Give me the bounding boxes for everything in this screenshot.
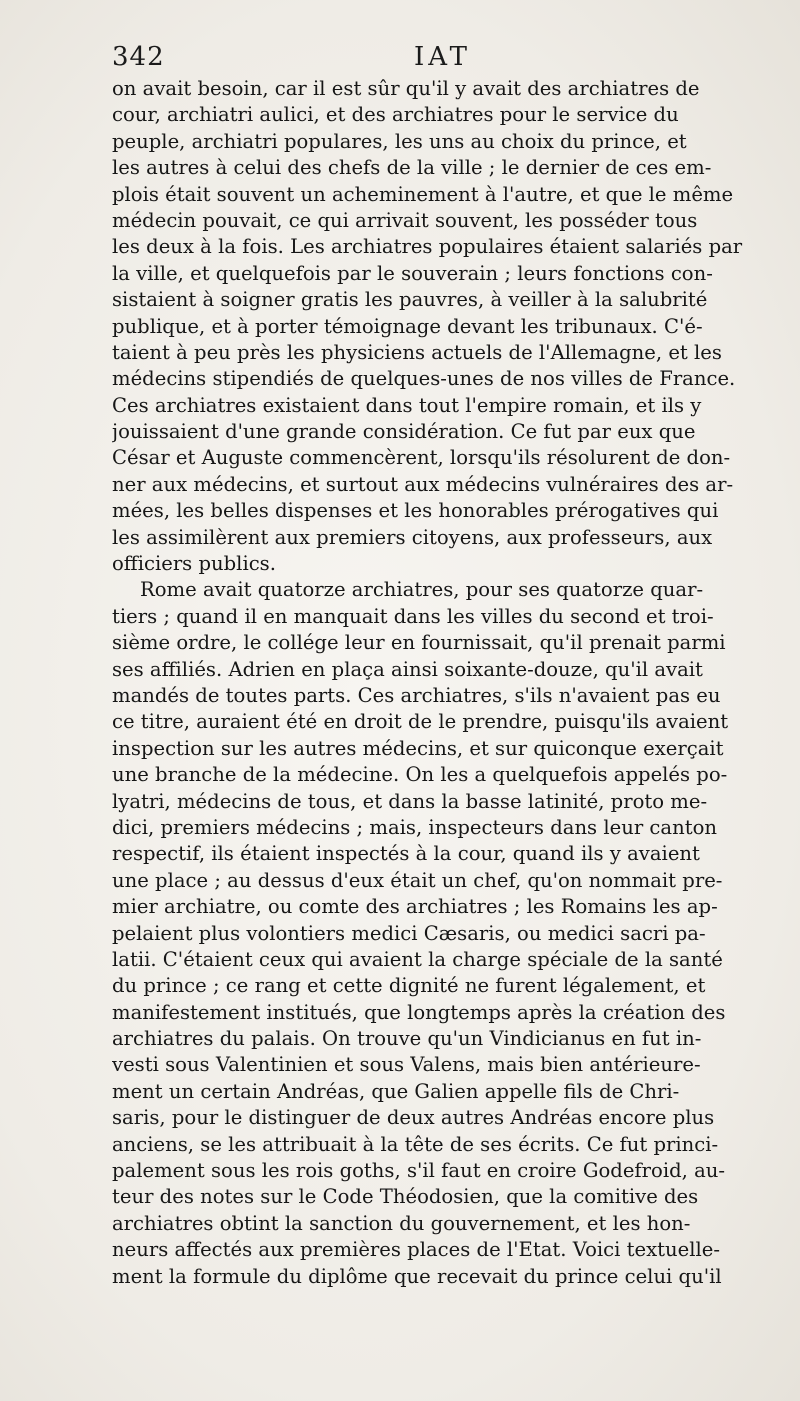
text-line: vesti sous Valentinien et sous Valens, mais bien antérieure-: [112, 1053, 701, 1077]
text-line: Ces archiatres existaient dans tout l'empire romain, et ils y: [112, 393, 702, 417]
paragraph-start-line: Rome avait quatorze archiatres, pour ses quatorze quar-: [140, 578, 704, 602]
text-line: médecin pouvait, ce qui arrivait souvent, les posséder tous: [112, 208, 698, 232]
text-line: plois était souvent un acheminement à l'autre, et que le même: [112, 182, 734, 206]
page-number: 342: [112, 42, 165, 72]
text-line: les assimilèrent aux premiers citoyens, aux professeurs, aux: [112, 525, 713, 549]
text-line: les deux à la fois. Les archiatres populaires étaient salariés par: [112, 235, 743, 259]
text-line: tiers ; quand il en manquait dans les villes du second et troi-: [112, 604, 714, 628]
text-line: sistaient à soigner gratis les pauvres, à veiller à la salubrité: [112, 288, 708, 312]
text-line: ment la formule du diplôme que recevait du prince celui qu'il: [112, 1264, 722, 1288]
text-line: dici, premiers médecins ; mais, inspecteurs dans leur canton: [112, 815, 717, 839]
text-line: archiatres du palais. On trouve qu'un Vindicianus en fut in-: [112, 1027, 702, 1051]
text-line: anciens, se les attribuait à la tête de ses écrits. Ce fut princi-: [112, 1132, 719, 1156]
text-line: médecins stipendiés de quelques-unes de nos villes de France.: [112, 367, 736, 391]
text-line: taient à peu près les physiciens actuels de l'Allemagne, et les: [112, 340, 722, 364]
text-line: on avait besoin, car il est sûr qu'il y avait des archiatres de: [112, 77, 700, 100]
text-line: neurs affectés aux premières places de l'Etat. Voici textuelle-: [112, 1238, 720, 1262]
text-line: du prince ; ce rang et cette dignité ne furent légalement, et: [112, 974, 706, 998]
text-line: latii. C'étaient ceux qui avaient la charge spéciale de la santé: [112, 947, 723, 971]
text-line: la ville, et quelquefois par le souverain ; leurs fonctions con-: [112, 261, 713, 285]
text-line: mier archiatre, ou comte des archiatres ; les Romains les ap-: [112, 895, 718, 919]
text-line: mandés de toutes parts. Ces archiatres, s'ils n'avaient pas eu: [112, 683, 721, 707]
text-line: ment un certain Andréas, que Galien appelle fils de Chri-: [112, 1079, 680, 1103]
text-line: teur des notes sur le Code Théodosien, que la comitive des: [112, 1185, 699, 1209]
text-line: archiatres obtint la sanction du gouvernement, et les hon-: [112, 1211, 691, 1235]
text-line: publique, et à porter témoignage devant les tribunaux. C'é-: [112, 314, 703, 338]
text-line: respectif, ils étaient inspectés à la cour, quand ils y avaient: [112, 842, 700, 866]
text-line: cour, archiatri aulici, et des archiatres pour le service du: [112, 103, 679, 127]
text-line: saris, pour le distinguer de deux autres Andréas encore plus: [112, 1106, 715, 1130]
text-line: jouissaient d'une grande considération. Ce fut par eux que: [112, 420, 696, 444]
running-head: IAT: [414, 42, 471, 72]
text-line: manifestement institués, que longtemps après la création des: [112, 1000, 726, 1024]
text-line: une branche de la médecine. On les a quelquefois appelés po-: [112, 763, 728, 787]
text-line: pelaient plus volontiers medici Cæsaris, ou medici sacri pa-: [112, 921, 706, 945]
text-line: lyatri, médecins de tous, et dans la basse latinité, proto me-: [112, 789, 708, 813]
text-line: peuple, archiatri populares, les uns au choix du prince, et: [112, 129, 687, 153]
text-line: César et Auguste commencèrent, lorsqu'ils résolurent de don-: [112, 446, 731, 470]
text-line: ner aux médecins, et surtout aux médecins vulnéraires des ar-: [112, 472, 734, 496]
text-line: officiers publics.: [112, 552, 276, 576]
text-line: sième ordre, le collége leur en fournissait, qu'il prenait parmi: [112, 631, 726, 655]
body-text: [112, 76, 772, 1290]
text-line: mées, les belles dispenses et les honorables prérogatives qui: [112, 499, 719, 523]
text-line: une place ; au dessus d'eux était un chef, qu'on nommait pre-: [112, 868, 723, 892]
text-line: palement sous les rois goths, s'il faut en croire Godefroid, au-: [112, 1159, 726, 1183]
text-line: les autres à celui des chefs de la ville ; le dernier de ces em-: [112, 156, 712, 180]
text-line: inspection sur les autres médecins, et sur quiconque exerçait: [112, 736, 724, 760]
text-line: ses affiliés. Adrien en plaça ainsi soixante-douze, qu'il avait: [112, 657, 703, 681]
text-line: ce titre, auraient été en droit de le prendre, puisqu'ils avaient: [112, 710, 729, 734]
